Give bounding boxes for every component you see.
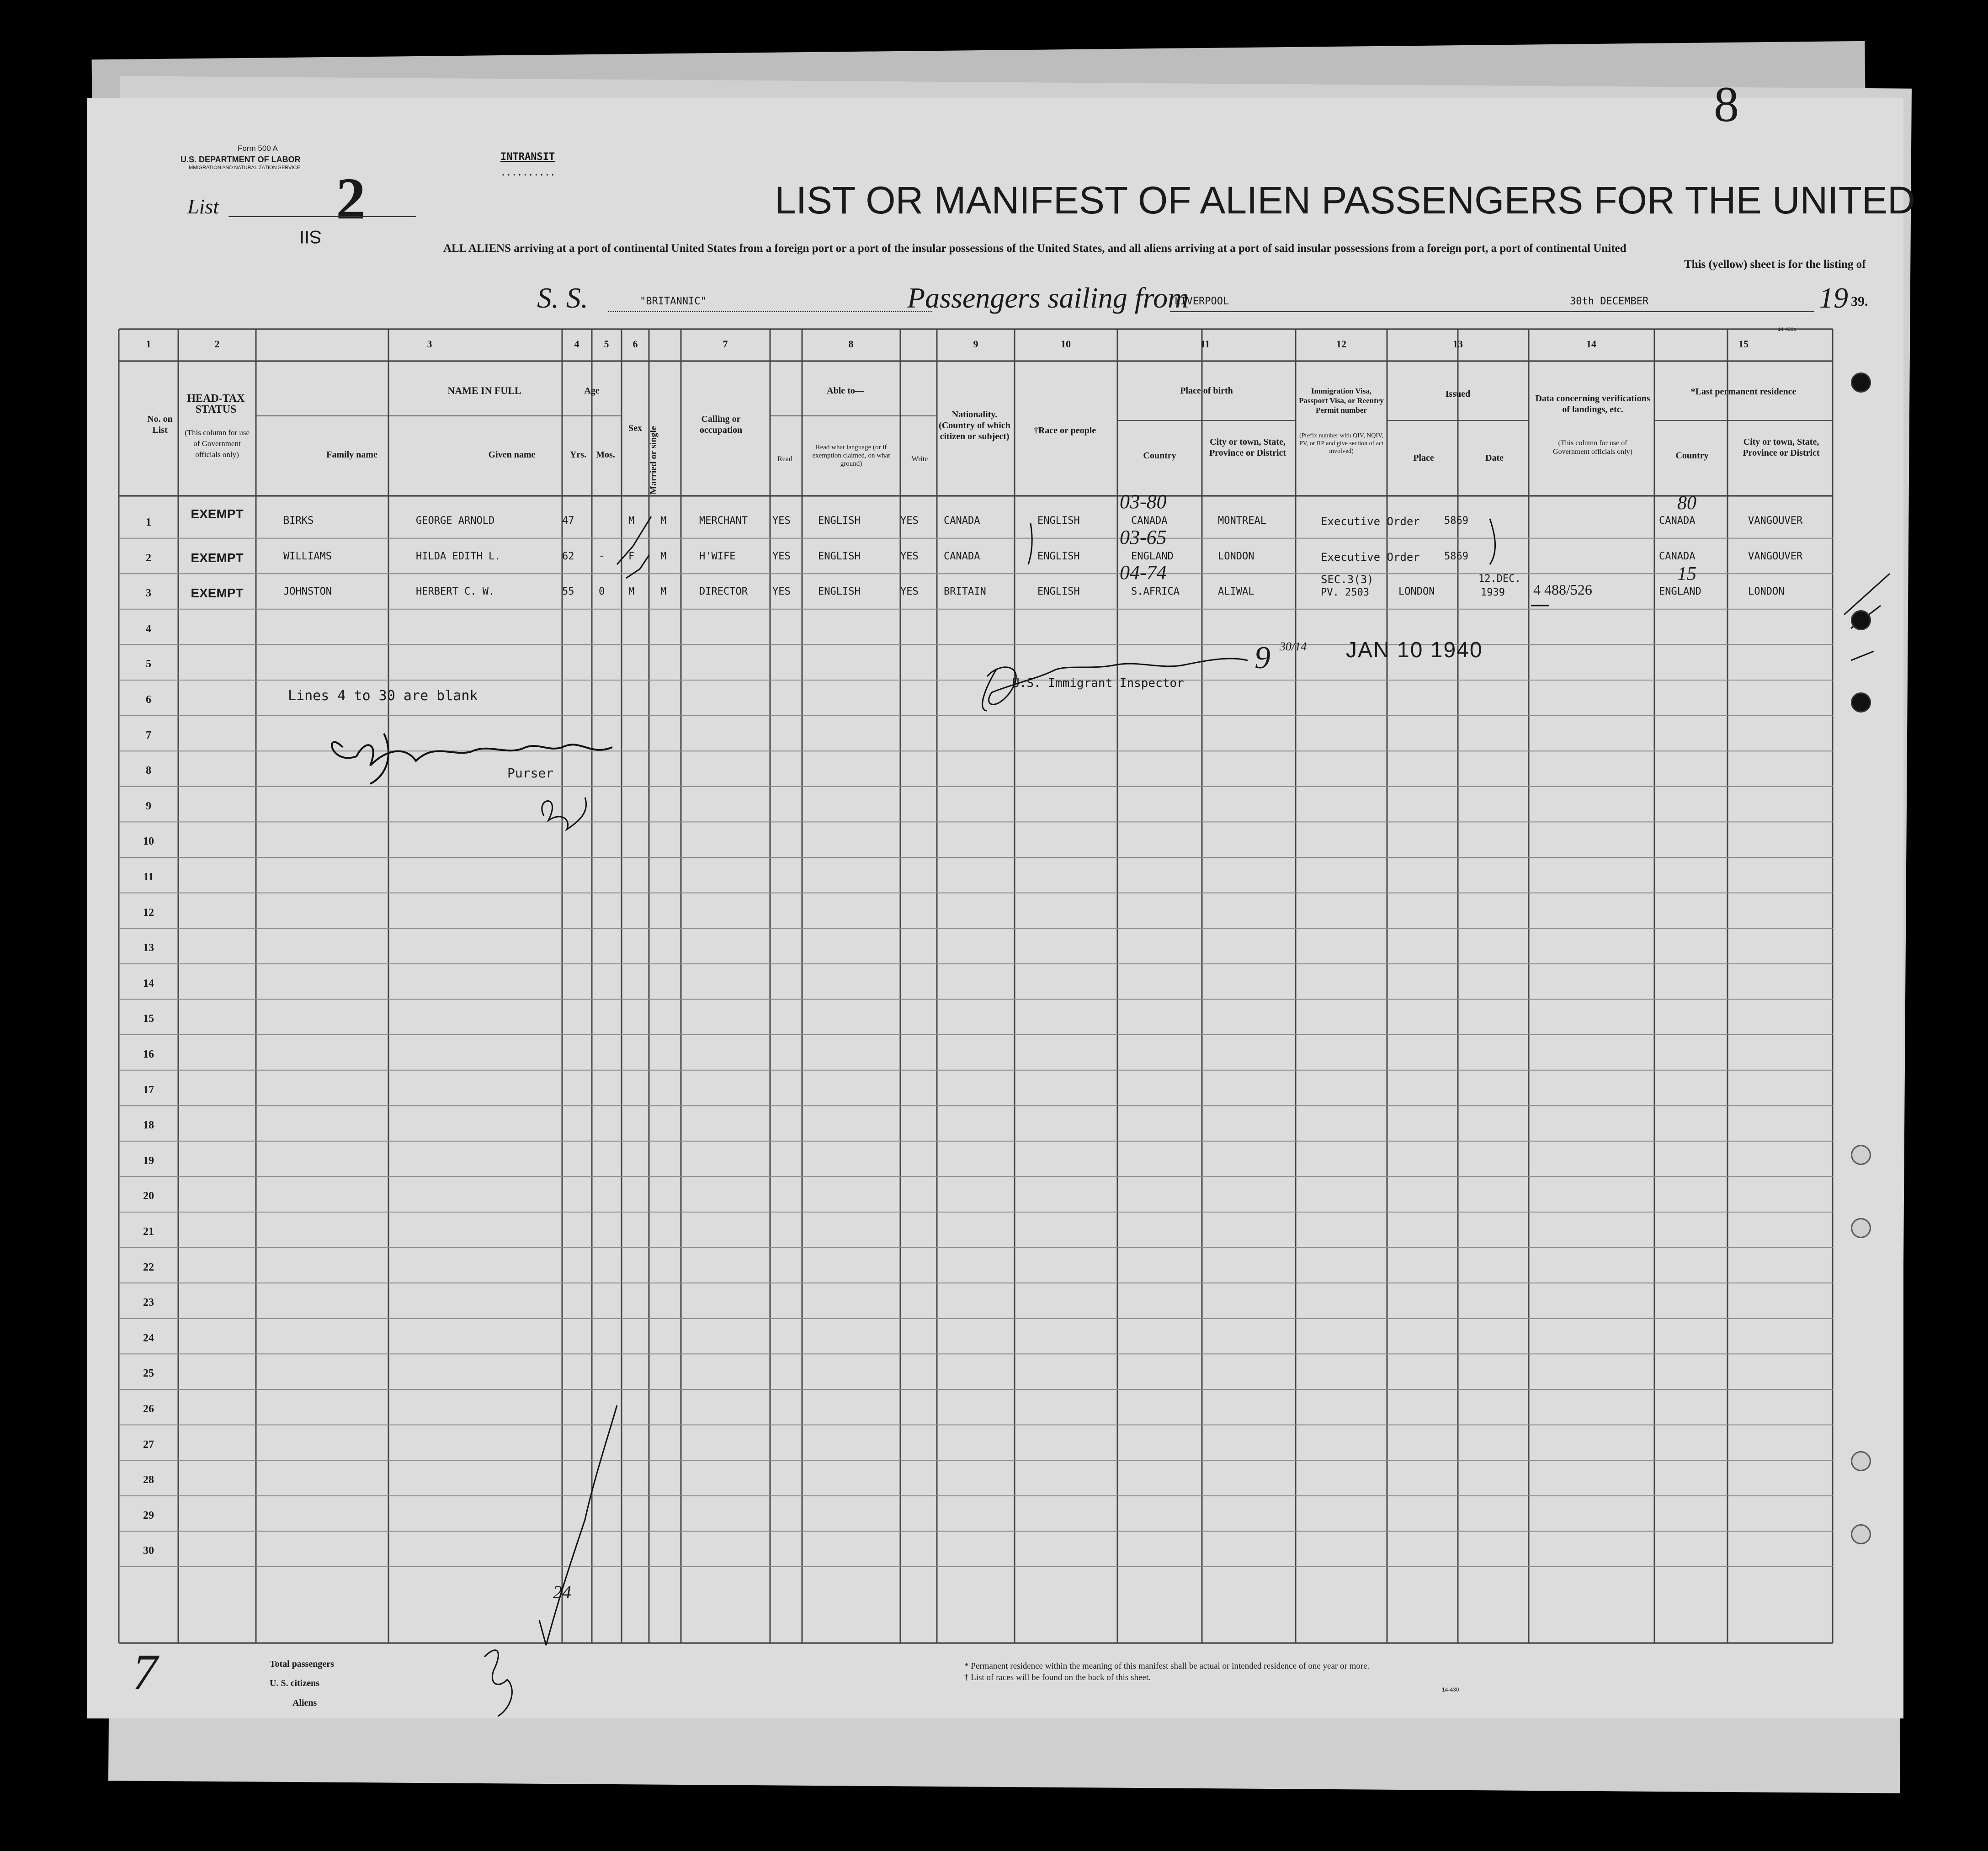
- read-language: ENGLISH: [818, 586, 861, 598]
- sailing-date: 30th DECEMBER: [1570, 296, 1649, 307]
- family-name: WILLIAMS: [283, 550, 332, 562]
- can-read: YES: [772, 586, 791, 598]
- form-code-top: 14-430a: [1778, 327, 1797, 332]
- residence-city: VANGOUVER: [1748, 550, 1803, 562]
- handwritten-residence-code: 80: [1677, 493, 1696, 514]
- birth-city: MONTREAL: [1218, 515, 1266, 527]
- hdr-calling: Calling or occupation: [699, 414, 743, 435]
- purser-label: Purser: [507, 766, 554, 781]
- margin-mark: 7: [133, 1644, 158, 1700]
- column-number: 12: [1336, 338, 1346, 350]
- ship-name: "BRITANNIC": [640, 296, 707, 307]
- can-read: YES: [772, 550, 791, 562]
- birth-country: ENGLAND: [1131, 550, 1174, 562]
- binder-hole: [1851, 692, 1871, 713]
- hdr-last-residence: *Last permanent residence: [1690, 387, 1797, 397]
- hdr-read: Read: [777, 455, 792, 463]
- binder-hole: [1851, 610, 1871, 630]
- binder-hole: [1851, 1145, 1871, 1165]
- sailing-label: Passengers sailing from: [907, 282, 1189, 314]
- race: ENGLISH: [1037, 586, 1080, 598]
- visa-number: PV. 2503: [1321, 587, 1369, 599]
- visa-number: 5869: [1444, 515, 1468, 527]
- visa: SEC.3(3): [1321, 573, 1374, 586]
- service: IMMIGRATION AND NATURALIZATION SERVICE: [187, 165, 300, 170]
- row-number: 15: [143, 1013, 154, 1025]
- nationality: BRITAIN: [944, 586, 986, 598]
- hdr-race: †Race or people: [1033, 426, 1096, 436]
- hdr-lr-country: Country: [1675, 451, 1709, 461]
- total-passengers-label: Total passengers: [270, 1659, 334, 1669]
- handwritten-code: 04-74: [1120, 561, 1167, 584]
- birth-city: ALIWAL: [1218, 586, 1254, 598]
- column-number: 9: [973, 338, 978, 350]
- binder-hole: [1851, 1524, 1871, 1544]
- occupation: MERCHANT: [699, 515, 748, 527]
- nationality: CANADA: [944, 550, 980, 562]
- head-tax-status: EXEMPT: [191, 507, 244, 521]
- row-number: 14: [143, 977, 154, 989]
- column-number: 10: [1061, 338, 1071, 350]
- marital-status: M: [660, 515, 667, 527]
- hdr-visa: Immigration Visa, Passport Visa, or Reentry Permit number: [1299, 387, 1384, 415]
- row-number: 27: [143, 1438, 154, 1451]
- row-number: 20: [143, 1190, 154, 1202]
- head-tax-status: EXEMPT: [191, 550, 244, 565]
- hdr-read-lang: Read what language (or if exemption claimed, on what ground): [812, 444, 890, 468]
- binder-hole: [1851, 1451, 1871, 1471]
- family-name: BIRKS: [283, 515, 314, 527]
- corner-mark: 8: [1714, 76, 1739, 132]
- race: ENGLISH: [1037, 515, 1080, 527]
- subtitle-line-1: ALL ALIENS arriving at a port of continental United States from a foreign port or a port of the insular possessions of the United States, and all aliens arriving at a port of said insular possessions from a foreign port, a port of continental United: [443, 242, 1627, 255]
- blank-lines-note: Lines 4 to 30 are blank: [288, 688, 478, 704]
- manifest-title: LIST OR MANIFEST OF ALIEN PASSENGERS FOR THE UNITED: [775, 179, 1915, 222]
- row-number: 30: [143, 1545, 154, 1557]
- visa-number: 5869: [1444, 550, 1468, 562]
- year-suffix: 39.: [1851, 294, 1868, 309]
- row-number: 10: [143, 835, 154, 848]
- age-years: 62: [562, 550, 574, 562]
- can-write: YES: [900, 586, 919, 598]
- row-number: 5: [146, 658, 151, 670]
- marital-status: M: [660, 586, 667, 598]
- age-years: 47: [562, 515, 574, 527]
- column-number: 3: [427, 338, 432, 350]
- aliens-label: Aliens: [292, 1698, 317, 1708]
- department: U.S. DEPARTMENT OF LABOR: [181, 155, 301, 164]
- manifest-page: [87, 76, 1915, 1718]
- hdr-write: Write: [911, 455, 928, 463]
- hdr-pob-country: Country: [1143, 451, 1176, 461]
- row-number: 1: [146, 516, 151, 528]
- check-marks: [484, 516, 1890, 1716]
- visa: Executive Order: [1321, 515, 1420, 528]
- handwritten-code: 03-65: [1120, 526, 1167, 548]
- hdr-issued: Issued: [1445, 389, 1471, 399]
- row-number: 29: [143, 1509, 154, 1521]
- binder-hole: [1851, 1218, 1871, 1238]
- column-number: 1: [146, 338, 151, 350]
- verification: 4 488/526: [1533, 581, 1592, 598]
- us-citizens-label: U. S. citizens: [270, 1678, 319, 1688]
- hdr-pob-city: City or town, State, Province or District: [1209, 437, 1286, 458]
- residence-country: CANADA: [1659, 550, 1696, 562]
- year-prefix: 19: [1819, 282, 1848, 314]
- sex: F: [628, 550, 635, 562]
- row-number: 16: [143, 1048, 154, 1060]
- inspector-mark: 9: [1254, 640, 1270, 676]
- list-number: 2: [336, 166, 366, 232]
- hdr-verification-note: (This column for use of Government officials only): [1553, 439, 1632, 456]
- binder-hole: [1851, 372, 1871, 393]
- sex: M: [628, 515, 635, 527]
- column-number: 5: [604, 338, 609, 350]
- row-number: 22: [143, 1261, 154, 1273]
- age-months: -: [599, 550, 605, 562]
- birth-country: S.AFRICA: [1131, 586, 1180, 598]
- hdr-visa-note: (Prefix number with QIV, NQIV, PV, or RP and give section of act involved): [1299, 432, 1384, 455]
- read-language: ENGLISH: [818, 550, 861, 562]
- handwritten-residence-code: 15: [1677, 564, 1696, 585]
- residence-country: ENGLAND: [1659, 586, 1701, 598]
- hdr-name-in-full: NAME IN FULL: [447, 385, 521, 396]
- row-number: 12: [143, 906, 154, 919]
- can-write: YES: [900, 550, 919, 562]
- handwritten-code: 03-80: [1120, 490, 1167, 513]
- row-number: 17: [143, 1084, 154, 1096]
- ss-label: S. S.: [537, 282, 588, 314]
- row-number: 4: [146, 622, 151, 635]
- inspector-mark-frac: 30/14: [1280, 640, 1307, 653]
- given-name: GEORGE ARNOLD: [416, 515, 495, 527]
- hdr-issued-date: Date: [1485, 453, 1504, 463]
- read-language: ENGLISH: [818, 515, 861, 527]
- hdr-no-on-list: No. on List: [147, 414, 173, 435]
- hdr-married: Married or single: [648, 426, 659, 495]
- row-number: 26: [143, 1403, 154, 1415]
- hdr-head-tax: HEAD-TAX STATUS: [187, 393, 245, 415]
- footnote-1: * Permanent residence within the meaning of this manifest shall be actual or intended residence of one year or more.: [964, 1661, 1370, 1671]
- given-name: HERBERT C. W.: [416, 586, 495, 598]
- hdr-issued-place: Place: [1413, 453, 1434, 463]
- visa: Executive Order: [1321, 550, 1420, 564]
- page-tally: 24: [553, 1582, 571, 1602]
- row-number: 24: [143, 1332, 154, 1344]
- sex: M: [628, 586, 635, 598]
- row-number: 8: [146, 765, 151, 777]
- can-write: YES: [900, 515, 919, 527]
- list-label: List: [187, 195, 219, 218]
- birth-country: CANADA: [1131, 515, 1168, 527]
- hdr-verification: Data concerning verifications of landings, etc.: [1535, 394, 1650, 415]
- intransit-stamp: INTRANSIT: [500, 151, 555, 163]
- birth-city: LONDON: [1218, 550, 1254, 562]
- hdr-head-tax-note: (This column for use of Government officials only): [184, 428, 250, 459]
- row-number: 25: [143, 1367, 154, 1380]
- column-number: 2: [214, 338, 220, 350]
- issued-date: 12.DEC.: [1478, 573, 1521, 585]
- purser-signature: [332, 734, 612, 784]
- age-years: 55: [562, 586, 574, 598]
- marital-status: M: [660, 550, 667, 562]
- hdr-age: Age: [584, 386, 600, 396]
- row-number: 2: [146, 552, 151, 564]
- hdr-yrs: Yrs.: [569, 450, 587, 460]
- footnote-code: 14-430: [1442, 1686, 1459, 1693]
- column-number: 8: [848, 338, 854, 350]
- row-number: 9: [146, 800, 151, 812]
- nationality: CANADA: [944, 515, 980, 527]
- row-number: 18: [143, 1119, 154, 1132]
- row-number: 11: [143, 871, 154, 883]
- inspector-date-stamp: JAN 10 1940: [1346, 638, 1483, 662]
- hdr-nationality: Nationality. (Country of which citizen or subject): [939, 410, 1010, 441]
- head-tax-status: EXEMPT: [191, 586, 244, 601]
- hdr-mos: Mos.: [596, 450, 615, 460]
- row-number: 23: [143, 1297, 154, 1309]
- hdr-lr-city: City or town, State, Province or District: [1743, 437, 1820, 458]
- given-name: HILDA EDITH L.: [416, 550, 501, 562]
- column-number: 15: [1738, 338, 1749, 350]
- form-number: Form 500 A: [238, 144, 278, 153]
- row-number: 19: [143, 1154, 154, 1167]
- column-number: 6: [633, 338, 638, 350]
- hdr-given-name: Given name: [488, 450, 536, 460]
- intransit-sub: ..........: [500, 167, 556, 178]
- occupation: DIRECTOR: [699, 586, 748, 598]
- residence-city: VANGOUVER: [1748, 515, 1803, 527]
- age-months: 0: [599, 586, 605, 598]
- row-number: 28: [143, 1474, 154, 1486]
- row-number: 6: [146, 694, 151, 706]
- family-name: JOHNSTON: [283, 586, 332, 598]
- column-number: 7: [723, 338, 728, 350]
- column-number: 11: [1200, 338, 1210, 350]
- residence-city: LONDON: [1748, 586, 1785, 598]
- footnote-2: † List of races will be found on the back of this sheet.: [964, 1673, 1151, 1682]
- hdr-sex: Sex: [628, 423, 642, 433]
- purser-initials: [542, 798, 586, 830]
- row-number: 21: [143, 1226, 154, 1238]
- issued-place: LONDON: [1398, 586, 1435, 598]
- hdr-able-to: Able to—: [827, 386, 864, 396]
- hdr-family-name: Family name: [326, 450, 377, 460]
- subtitle-line-2: This (yellow) sheet is for the listing of: [1684, 258, 1866, 271]
- column-number: 4: [574, 338, 579, 350]
- row-number: 7: [146, 729, 151, 741]
- issued-year: 1939: [1481, 587, 1505, 599]
- row-number: 13: [143, 942, 154, 954]
- race: ENGLISH: [1037, 550, 1080, 562]
- column-number: 13: [1453, 338, 1463, 350]
- inspector-label: U.S. Immigrant Inspector: [1012, 676, 1184, 690]
- column-number: 14: [1586, 338, 1596, 350]
- manifest-grid: [87, 98, 1903, 1718]
- row-number: 3: [146, 587, 151, 600]
- can-read: YES: [772, 515, 791, 527]
- hdr-place-of-birth: Place of birth: [1180, 386, 1233, 396]
- occupation: H'WIFE: [699, 550, 736, 562]
- sailing-from: LIVERPOOL: [1175, 296, 1229, 307]
- residence-country: CANADA: [1659, 515, 1696, 527]
- stamp-number: SII: [299, 227, 322, 247]
